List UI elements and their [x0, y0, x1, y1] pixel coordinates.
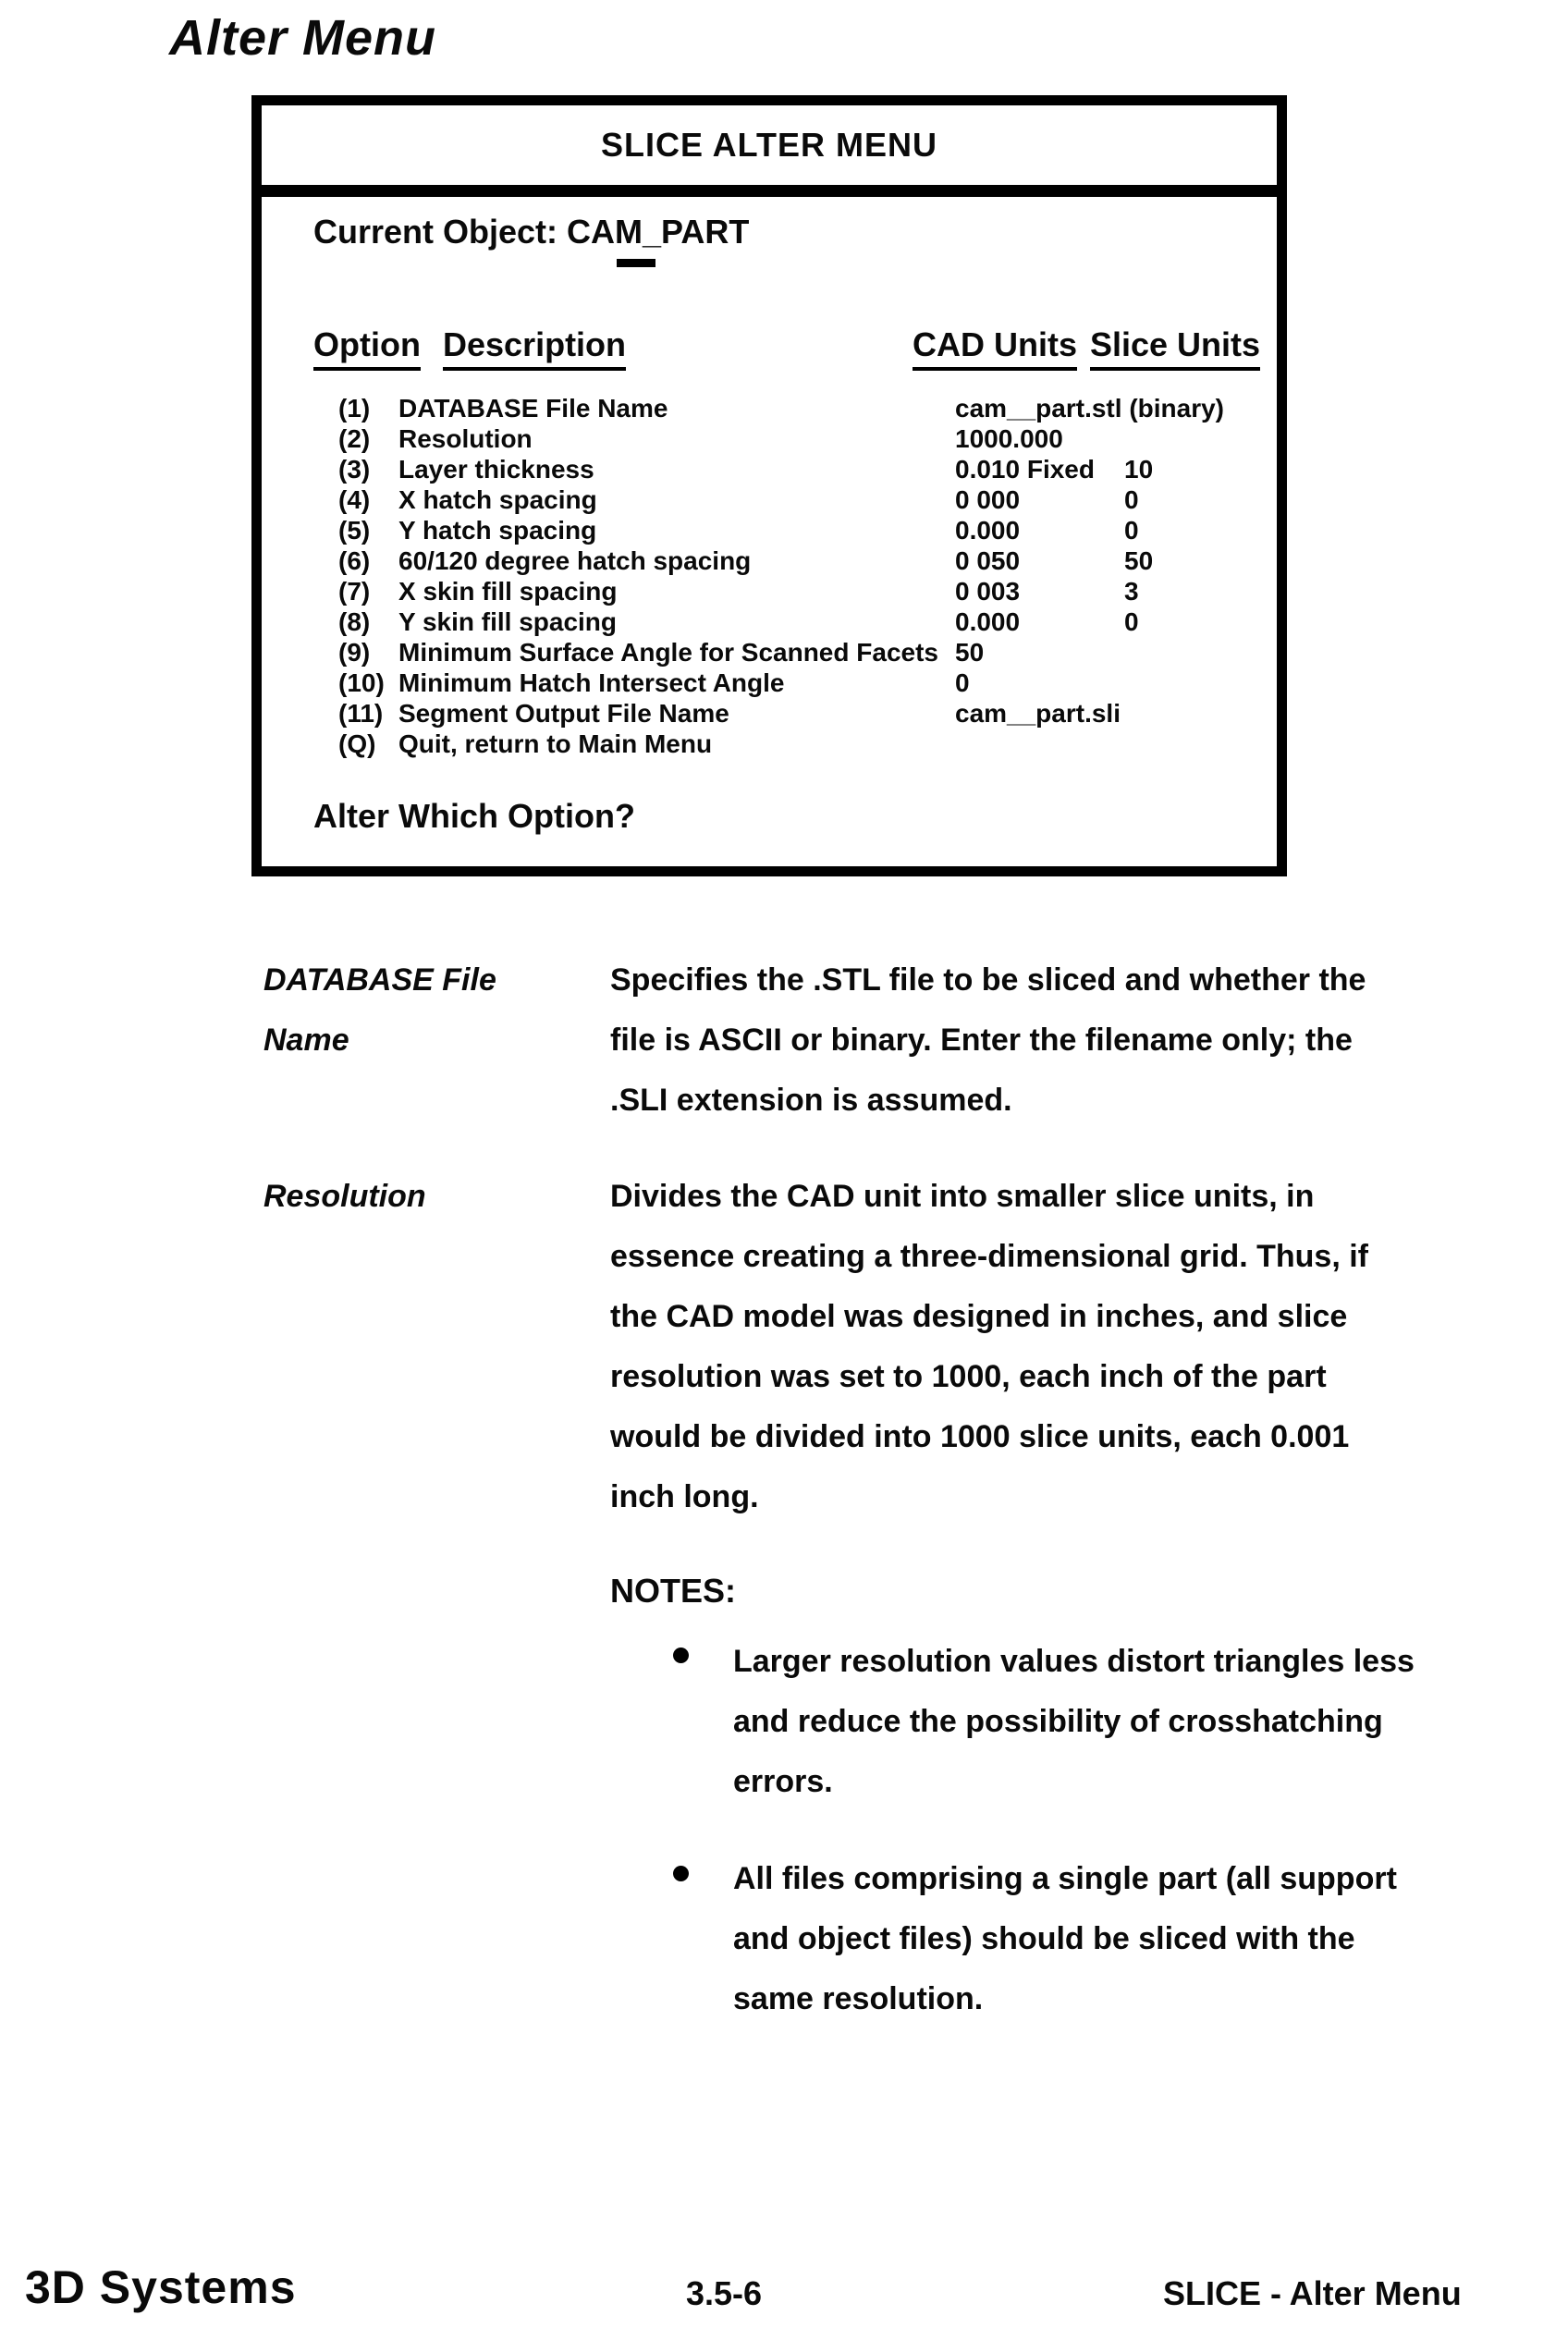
option-key: (11)	[338, 699, 384, 728]
footer-page-number: 3.5-6	[686, 2274, 763, 2312]
bullet-icon	[673, 1648, 689, 1663]
note-line: and reduce the possibility of crosshatching	[733, 1704, 1383, 1739]
cad-units-value: 0.000	[955, 607, 1021, 636]
option-key: (7)	[338, 577, 371, 606]
option-key: (2)	[338, 424, 371, 453]
body-line: essence creating a three-dimensional grid. Thus, if	[610, 1239, 1369, 1274]
footer-brand: 3D Systems	[25, 2261, 297, 2313]
definition-body-resolution	[610, 1167, 1368, 1527]
bullet-icon	[673, 1866, 689, 1881]
option-key: (1)	[338, 394, 371, 423]
option-key: (6)	[338, 546, 371, 575]
page-title: Alter Menu	[169, 10, 437, 66]
option-key: (8)	[338, 607, 371, 636]
column-header-option: Option	[313, 325, 421, 371]
note-line: same resolution.	[733, 1981, 984, 2016]
current-object-line	[313, 213, 749, 251]
footer-section-title: SLICE - Alter Menu	[1163, 2274, 1462, 2312]
definition-body-database-file-name	[610, 950, 1366, 1131]
cad-units-value: 0.010 Fixed	[955, 455, 1095, 484]
cad-units-value: 1000.000	[955, 424, 1063, 453]
body-line: file is ASCII or binary. Enter the filename only; the	[610, 1023, 1353, 1058]
option-description: X skin fill spacing	[398, 577, 618, 606]
option-description: X hatch spacing	[398, 485, 597, 514]
menu-row-10	[262, 668, 1277, 699]
body-line: .SLI extension is assumed.	[610, 1083, 1012, 1118]
current-object-label: Current Object:	[313, 213, 558, 251]
option-key: (10)	[338, 668, 385, 697]
option-description: Quit, return to Main Menu	[398, 729, 713, 758]
menu-row-9	[262, 638, 1277, 668]
term-line: DATABASE File	[263, 962, 496, 998]
menu-prompt: Alter Which Option?	[313, 797, 635, 835]
column-header-cad-units: CAD Units	[913, 325, 1077, 371]
option-key: (4)	[338, 485, 371, 514]
menu-option-list	[262, 394, 1277, 760]
slice-units-value: 3	[1124, 577, 1139, 606]
cad-units-value: 0	[955, 668, 970, 697]
option-description: Y skin fill spacing	[398, 607, 618, 636]
definition-term-database-file-name	[263, 950, 496, 1071]
body-line: Specifies the .STL file to be sliced and whether the	[610, 962, 1366, 998]
option-description: Minimum Surface Angle for Scanned Facets	[398, 638, 938, 667]
cad-units-value: 0 000	[955, 485, 1021, 514]
slice-units-value: 0	[1124, 516, 1139, 545]
option-description: Resolution	[398, 424, 533, 453]
cad-units-value: 50	[955, 638, 985, 667]
menu-row-5	[262, 516, 1277, 546]
cad-units-value: 0 050	[955, 546, 1021, 575]
menu-title: SLICE ALTER MENU	[601, 126, 937, 164]
option-description: Minimum Hatch Intersect Angle	[398, 668, 785, 697]
option-description: 60/120 degree hatch spacing	[398, 546, 752, 575]
body-line: would be divided into 1000 slice units, each 0.001	[610, 1419, 1350, 1454]
note-line: errors.	[733, 1764, 833, 1799]
body-line: Divides the CAD unit into smaller slice units, in	[610, 1179, 1315, 1214]
option-key: (5)	[338, 516, 371, 545]
cad-units-value: 0 003	[955, 577, 1021, 606]
option-key: (9)	[338, 638, 371, 667]
body-line: resolution was set to 1000, each inch of the part	[610, 1359, 1327, 1394]
definition-term-resolution	[263, 1167, 426, 1227]
note-line: Larger resolution values distort triangles less	[733, 1644, 1415, 1679]
text-cursor	[617, 259, 655, 267]
current-object-value: CAM_PART	[567, 213, 750, 251]
menu-row-8	[262, 607, 1277, 638]
slice-units-value: 50	[1124, 546, 1154, 575]
slice-units-value: 0	[1124, 607, 1139, 636]
cad-units-value: 0.000	[955, 516, 1021, 545]
note-line: and object files) should be sliced with the	[733, 1921, 1355, 1956]
slice-alter-menu-box	[251, 95, 1287, 876]
option-description: Segment Output File Name	[398, 699, 729, 728]
note-bullet-1	[733, 1632, 1415, 1812]
menu-row-7	[262, 577, 1277, 607]
menu-row-6	[262, 546, 1277, 577]
body-line: inch long.	[610, 1479, 759, 1514]
cad-units-value: cam__part.stl (binary)	[955, 394, 1224, 423]
option-description: Layer thickness	[398, 455, 594, 484]
option-description: Y hatch spacing	[398, 516, 597, 545]
slice-units-value: 0	[1124, 485, 1139, 514]
option-description: DATABASE File Name	[398, 394, 668, 423]
body-line: the CAD model was designed in inches, and slice	[610, 1299, 1348, 1334]
note-bullet-2	[733, 1849, 1397, 2029]
option-key: (Q)	[338, 729, 376, 758]
menu-row-3	[262, 455, 1277, 485]
column-header-description: Description	[443, 325, 626, 371]
cad-units-value: cam__part.sli	[955, 699, 1121, 728]
menu-row-11	[262, 699, 1277, 729]
menu-row-2	[262, 424, 1277, 455]
slice-units-value: 10	[1124, 455, 1154, 484]
column-header-slice-units: Slice Units	[1090, 325, 1260, 371]
option-key: (3)	[338, 455, 371, 484]
term-line: Resolution	[263, 1179, 426, 1214]
term-line: Name	[263, 1023, 349, 1058]
notes-heading: NOTES:	[610, 1572, 737, 1610]
menu-row-4	[262, 485, 1277, 516]
menu-row-quit	[262, 729, 1277, 760]
menu-row-1	[262, 394, 1277, 424]
note-line: All files comprising a single part (all support	[733, 1861, 1397, 1896]
title-separator	[262, 185, 1277, 197]
